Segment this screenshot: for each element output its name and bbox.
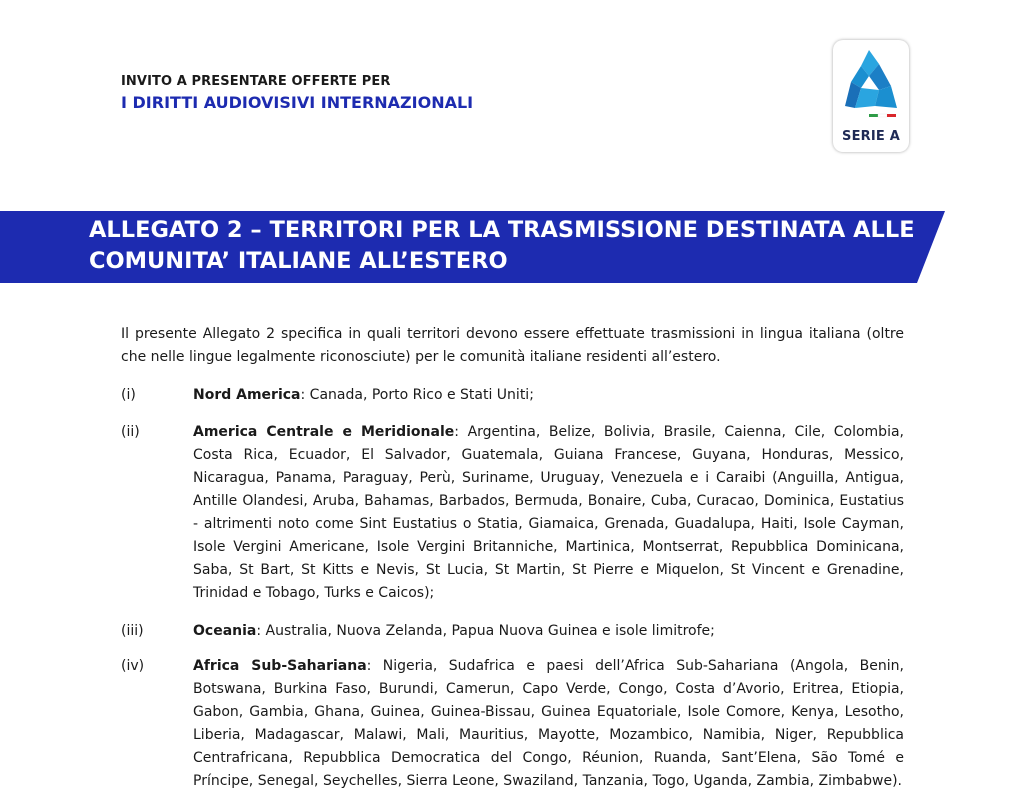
list-item [121,384,904,407]
item-body [193,620,904,643]
annex-banner [0,211,945,283]
item-text: : Argentina, Belize, Bolivia, Brasile, Caienna, Cile, Colombia, Costa Rica, Ecuador, El Salvador, Guatemala, Guiana Francese, Guyana, Honduras, Messico, Nicaragua, Panama, Paraguay, Perù, Suriname, Uruguay, Venezuela e i Caraibi (Anguilla, Antigua, Antille Olandesi, Aruba, Bahamas, Barbados, Bermuda, Bonaire, Cuba, Curacao, Dominica, Eustatius - altrimenti noto come Sint Eustatius o Statia, Giamaica, Grenada, Guadalupa, Haiti, Isole Cayman, Isole Vergini Americane, Isole Vergini Britanniche, Martinica, Montserrat, Repubblica Dominicana, Saba, St Bart, St Kitts e Nevis, St Lucia, St Martin, St Pierre e Miquelon, St Vincent e Grenadine, Trinidad e Tobago, Turks e Caicos); [193,424,904,601]
banner-title: ALLEGATO 2 – TERRITORI PER LA TRASMISSIONE DESTINATA ALLE COMUNITA’ ITALIANE ALL’ESTERO [89,217,915,274]
item-heading: Nord America [193,387,301,403]
item-number: (i) [121,387,136,403]
serie-a-logo [833,40,909,152]
header-title: I DIRITTI AUDIOVISIVI INTERNAZIONALI [121,93,474,112]
item-text: : Canada, Porto Rico e Stati Uniti; [300,387,534,403]
item-heading: America Centrale e Meridionale [193,424,455,440]
document-header [121,73,473,114]
item-text: : Australia, Nuova Zelanda, Papua Nuova Guinea e isole limitrofe; [256,623,715,639]
list-item [121,655,904,793]
serie-a-emblem-icon [839,46,903,130]
item-text: : Nigeria, Sudafrica e paesi dell’Africa Sub-Sahariana (Angola, Benin, Botswana, Burkina Faso, Burundi, Camerun, Capo Verde, Congo, Costa d’Avorio, Eritrea, Etiopia, Gabon, Gambia, Ghana, Guinea, Guinea-Bissau, Guinea Equatoriale, Isole Comore, Kenya, Lesotho, Liberia, Madagascar, Malawi, Mali, Mauritius, Mayotte, Mozambico, Namibia, Niger, Repubblica Centrafricana, Repubblica Democratica del Congo, Réunion, Ruanda, Sant’Elena, São Tomé e Príncipe, Senegal, Seychelles, Sierra Leone, Swaziland, Tanzania, Togo, Uganda, Zambia, Zimbabwe). [193,658,904,789]
list-item [121,421,904,605]
header-subtitle: INVITO A PRESENTARE OFFERTE PER [121,74,391,89]
item-number: (iii) [121,623,144,639]
item-body [193,384,904,407]
item-heading: Africa Sub-Sahariana [193,658,367,674]
logo-text: SERIE A [842,129,900,144]
intro-paragraph: Il presente Allegato 2 specifica in quali territori devono essere effettuate trasmissioni in lingua italiana (oltre che nelle lingue legalmente riconosciute) per le comunità italiane residenti all’estero. [121,326,904,365]
item-number: (ii) [121,424,140,440]
item-number: (iv) [121,658,145,674]
document-body [121,323,904,789]
item-heading: Oceania [193,623,257,639]
item-body [193,655,904,793]
item-body [193,421,904,605]
list-item [121,620,904,643]
